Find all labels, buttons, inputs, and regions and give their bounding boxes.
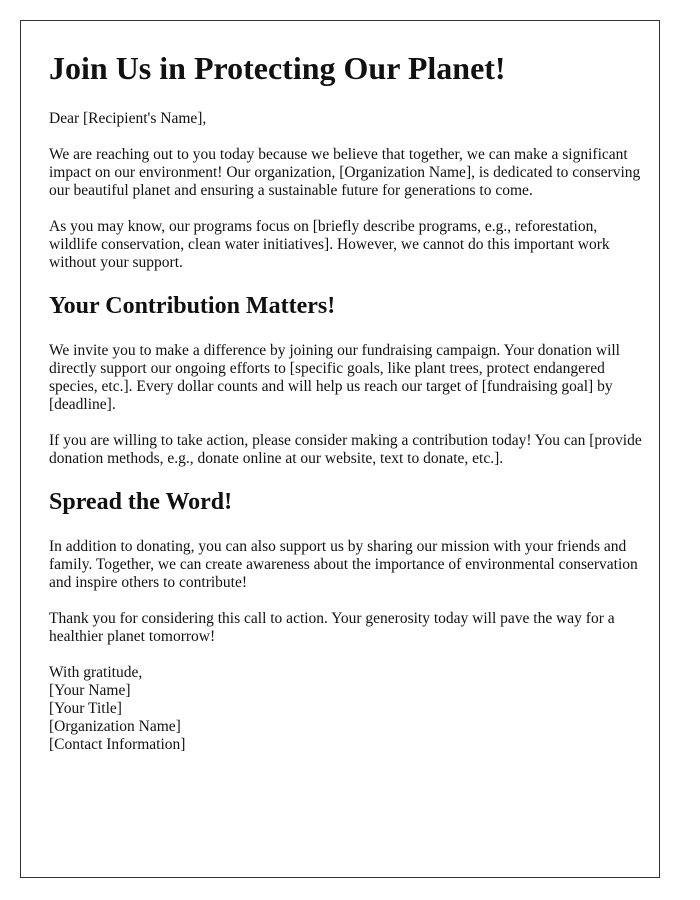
salutation: Dear [Recipient's Name], [49,110,207,127]
contribution-paragraph: If you are willing to take action, please consider making a contribution today! You can [provide donation methods, e.g., donate online at our website, text to donate, etc.]. [49,432,642,467]
signature-name: [Your Name] [49,682,131,699]
closing-line: With gratitude, [49,664,143,681]
signature-contact: [Contact Information] [49,736,186,753]
intro-paragraph: As you may know, our programs focus on [briefly describe programs, e.g., reforestation, wildlife conservation, clean water initiatives]. However, we cannot do this important work without your support. [49,218,610,271]
signature-block [49,664,649,754]
signature-organization: [Organization Name] [49,718,181,735]
spread-word-paragraph: In addition to donating, you can also support us by sharing our mission with your friends and family. Together, we can create awareness about the importance of environmental conservation and inspire others to contribute! [49,538,638,591]
signature-title: [Your Title] [49,700,122,717]
page-title: Join Us in Protecting Our Planet! [49,50,506,86]
contribution-paragraph: We invite you to make a difference by joining our fundraising campaign. Your donation will directly support our ongoing efforts to [specific goals, like plant trees, protect endangered species, etc.]. Every dollar counts and will help us reach our target of [fundraising goal] by [deadline]. [49,342,620,413]
section-heading-spread-word: Spread the Word! [49,489,233,515]
section-heading-contribution: Your Contribution Matters! [49,293,336,319]
spread-word-paragraph: Thank you for considering this call to action. Your generosity today will pave the way for a healthier planet tomorrow! [49,610,615,645]
letter-content [49,48,649,754]
intro-paragraph: We are reaching out to you today because we believe that together, we can make a significant impact on our environment! Our organization, [Organization Name], is dedicated to conserving our beautiful planet and ensuring a sustainable future for generations to come. [49,146,641,199]
